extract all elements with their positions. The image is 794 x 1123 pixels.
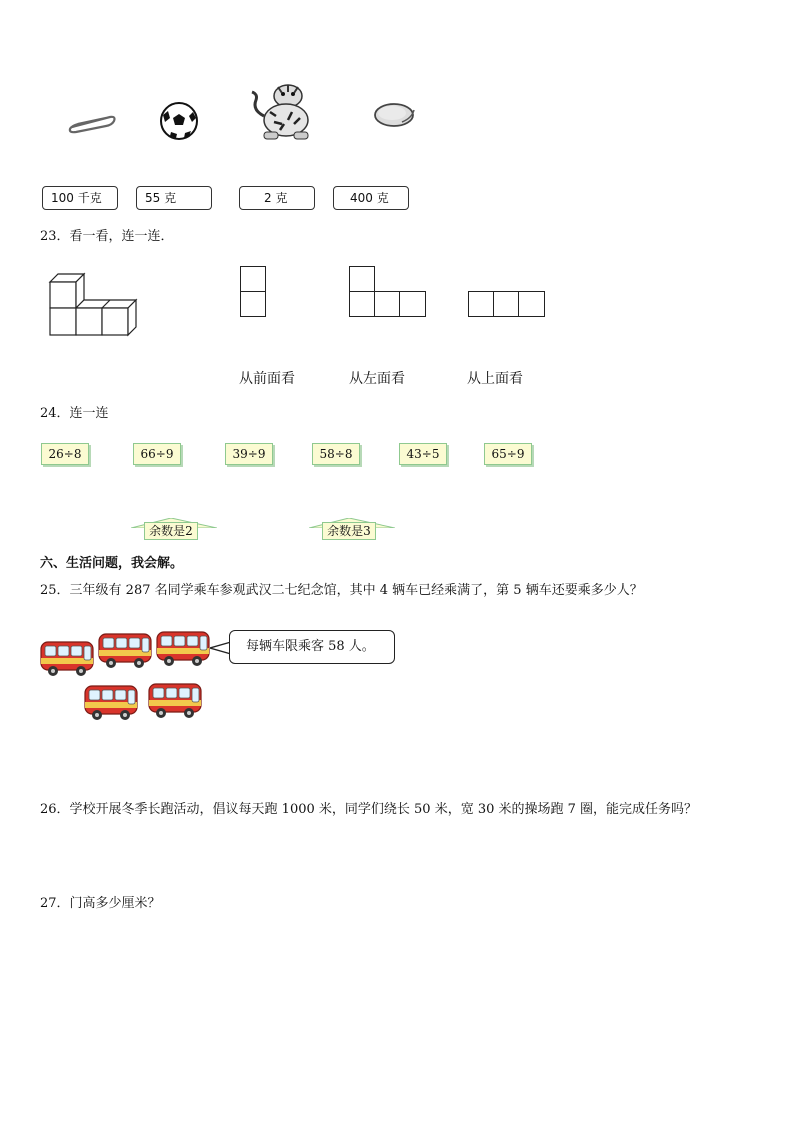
weight-option[interactable]: 400 克 (333, 186, 409, 210)
division-card[interactable]: 39÷9 (225, 443, 273, 465)
bus-group (40, 624, 220, 724)
view-grid-cell (518, 291, 545, 317)
division-card[interactable]: 65÷9 (484, 443, 532, 465)
view-grid-cell (493, 291, 519, 317)
tiger-icon (244, 82, 322, 142)
division-card[interactable]: 43÷5 (399, 443, 447, 465)
division-card[interactable]: 26÷8 (41, 443, 89, 465)
question-26-text: 26．学校开展冬季长跑活动，倡议每天跑 1000 米，同学们绕长 50 米，宽 30 米的操场跑 7 圈，能完成任务吗？ (40, 802, 698, 817)
section-6-title: 六、生活问题，我会解。 (40, 556, 184, 571)
paperclip-icon (66, 112, 118, 134)
view-grid-cell (374, 291, 400, 317)
speech-bubble: 每辆车限乘客 58 人。 (229, 630, 395, 664)
question-25-text: 25．三年级有 287 名同学乘车参观武汉二七纪念馆，其中 4 辆车已经乘满了，第 5 辆车还要乘多少人？ (40, 583, 643, 598)
remainder-card[interactable]: 余数是3 (322, 522, 376, 540)
view-label-left: 从左面看 (349, 371, 405, 387)
weight-option[interactable]: 55 克 (136, 186, 212, 210)
view-grid-cell (399, 291, 426, 317)
dish-icon (372, 100, 420, 130)
question-24-title: 24．连一连 (40, 406, 109, 421)
question-27-text: 27．门高多少厘米？ (40, 896, 161, 911)
view-grid-cell (240, 291, 266, 317)
division-card[interactable]: 58÷8 (312, 443, 360, 465)
view-label-front: 从前面看 (239, 371, 295, 387)
question-23-title: 23．看一看，连一连． (40, 229, 174, 244)
view-label-top: 从上面看 (467, 371, 523, 387)
weight-option[interactable]: 100 千克 (42, 186, 118, 210)
weight-option[interactable]: 2 克 (239, 186, 315, 210)
view-grid-cell (349, 266, 375, 292)
view-grid-cell (240, 266, 266, 292)
view-grid-cell (349, 291, 375, 317)
division-card[interactable]: 66÷9 (133, 443, 181, 465)
view-grid-cell (468, 291, 494, 317)
cube-stack-figure (46, 270, 138, 340)
remainder-card[interactable]: 余数是2 (144, 522, 198, 540)
soccer-ball-icon (158, 100, 200, 142)
